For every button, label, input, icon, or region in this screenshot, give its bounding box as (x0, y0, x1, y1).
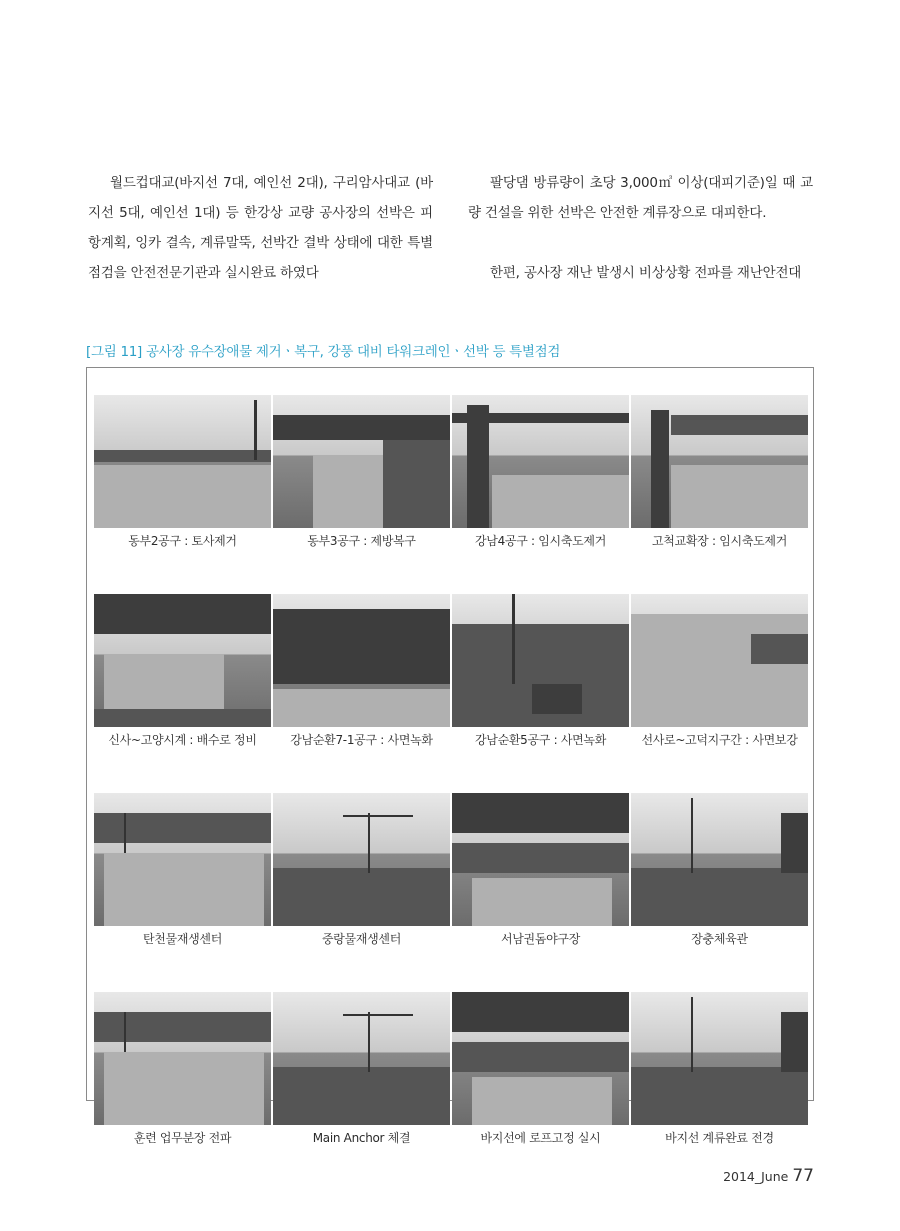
photo-label: 훈련 업무분장 전파 (133, 1131, 232, 1145)
photo-cell (452, 395, 629, 549)
figure-caption: [그림 11] 공사장 유수장애물 제거ㆍ복구, 강풍 대비 타워크레인ㆍ선박 등 특별점검 (86, 344, 561, 360)
site-photo (631, 594, 808, 727)
site-photo (452, 793, 629, 926)
photo-cell (273, 992, 450, 1146)
photo-label: 탄천물재생센터 (142, 932, 223, 946)
site-photo (94, 594, 271, 727)
photo-label: 장충체육관 (691, 932, 748, 946)
photo-cell (273, 594, 450, 748)
site-photo (452, 992, 629, 1125)
photo-label: 동부2공구 : 토사제거 (128, 534, 237, 548)
paragraph: 한편, 공사장 재난 발생시 비상상황 전파를 재난안전대 (490, 265, 802, 281)
photo-grid (94, 395, 808, 1191)
photo-label: 선사로~고덕지구간 : 사면보강 (641, 733, 798, 747)
photo-cell (94, 395, 271, 549)
figure-frame (86, 367, 814, 1145)
photo-cell (452, 594, 629, 748)
photo-cell (273, 395, 450, 549)
paragraph: 팔당댐 방류량이 초당 3,000㎥ 이상(대피기준)일 때 교량 건설을 위한 선박은 안전한 계류장으로 대피한다. (468, 175, 813, 221)
photo-label: 바지선 계류완료 전경 (665, 1131, 774, 1145)
photo-row (94, 992, 808, 1146)
photo-label: 중랑물재생센터 (321, 932, 402, 946)
photo-row (94, 793, 808, 947)
site-photo (631, 992, 808, 1125)
site-photo (273, 793, 450, 926)
page-number: 77 (792, 1166, 814, 1186)
photo-label: 바지선에 로프고정 실시 (480, 1131, 601, 1145)
photo-cell (273, 793, 450, 947)
photo-cell (631, 992, 808, 1146)
site-photo (631, 793, 808, 926)
site-photo (273, 992, 450, 1125)
site-photo (94, 395, 271, 528)
photo-label: 동부3공구 : 제방복구 (307, 534, 416, 548)
site-photo (631, 395, 808, 528)
photo-cell (452, 992, 629, 1146)
paragraph: 월드컵대교(바지선 7대, 예인선 2대), 구리암사대교 (바지선 5대, 예인선 1대) 등 한강상 교량 공사장의 선박은 피항계획, 잉카 결속, 계류말뚝, 선박간 결박 상태에 대한 특별점검을 안전전문기관과 실시완료 하였다 (88, 175, 433, 281)
site-photo (452, 395, 629, 528)
body-left-column (88, 168, 433, 288)
photo-label: 강남4공구 : 임시축도제거 (474, 534, 607, 548)
photo-row (94, 395, 808, 549)
photo-cell (631, 793, 808, 947)
body-right-column (468, 168, 813, 288)
photo-label: 신사~고양시계 : 배수로 정비 (108, 733, 257, 747)
site-photo (273, 594, 450, 727)
photo-cell (94, 793, 271, 947)
photo-row (94, 594, 808, 748)
photo-label: Main Anchor 체결 (312, 1131, 411, 1145)
issue-label: 2014_June (723, 1169, 789, 1184)
page-folio (723, 1166, 814, 1186)
photo-cell (631, 594, 808, 748)
site-photo (94, 992, 271, 1125)
photo-cell (452, 793, 629, 947)
photo-cell (631, 395, 808, 549)
site-photo (94, 793, 271, 926)
photo-label: 강남순환5공구 : 사면녹화 (474, 733, 607, 747)
photo-cell (94, 992, 271, 1146)
photo-cell (94, 594, 271, 748)
site-photo (452, 594, 629, 727)
site-photo (273, 395, 450, 528)
photo-label: 강남순환7-1공구 : 사면녹화 (290, 733, 433, 747)
photo-label: 고척교확장 : 임시축도제거 (652, 534, 787, 548)
photo-label: 서남권돔야구장 (500, 932, 581, 946)
